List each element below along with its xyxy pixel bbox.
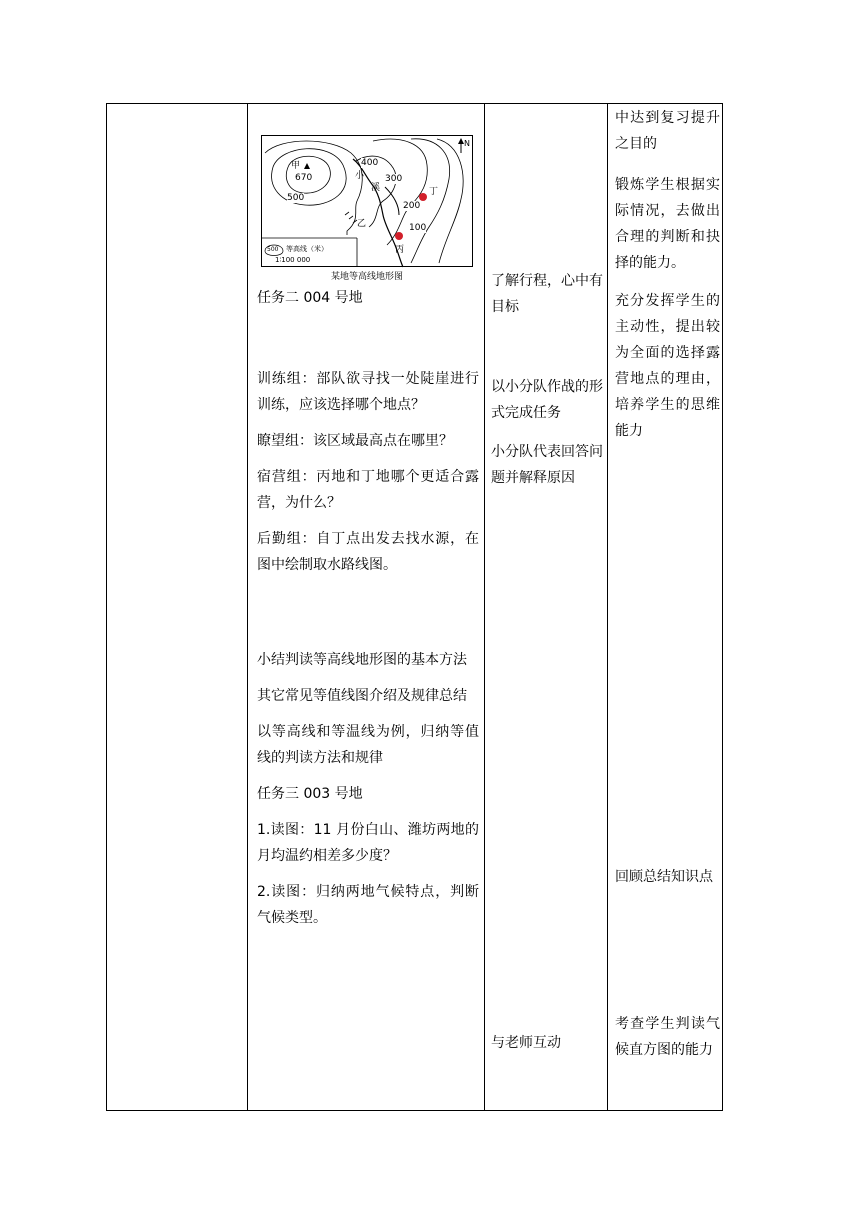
map-label-500: 500 <box>287 193 305 203</box>
student-activity-3: 小分队代表回答问题并解释原因 <box>491 444 603 486</box>
task3-title: 任务三 003 号地 <box>257 786 363 802</box>
intent-4: 回顾总结知识点 <box>615 869 713 885</box>
intent-1: 中达到复习提升之目的 <box>615 110 720 152</box>
intent-5: 考查学生判读气候直方图的能力 <box>615 1016 720 1058</box>
contour-outer <box>265 141 365 235</box>
question-2: 2.读图：归纳两地气候特点，判断气候类型。 <box>257 884 479 926</box>
map-label-yi: 乙 <box>357 219 367 229</box>
intent-3: 充分发挥学生的主动性，提出较为全面的选择露营地点的理由，培养学生的思维能力 <box>615 293 720 439</box>
map-label-stream-1: 小 <box>355 171 365 181</box>
map-label-200: 200 <box>403 201 421 211</box>
task2-title: 任务二 004 号地 <box>257 290 363 306</box>
peak-triangle <box>304 163 310 169</box>
summary-text: 小结判读等高线地形图的基本方法 <box>257 652 467 668</box>
map-scale: 1∶100 000 <box>275 256 311 264</box>
map-caption: 某地等高线地形图 <box>330 272 403 282</box>
stream-branch <box>385 187 399 215</box>
map-label-100: 100 <box>409 223 427 233</box>
student-activity-4: 与老师互动 <box>491 1035 561 1051</box>
map-label-peak-name: 甲 <box>291 161 301 171</box>
column-divider <box>247 104 248 1110</box>
map-label-400: 400 <box>361 158 379 168</box>
intent-2: 锻炼学生根据实际情况，去做出合理的判断和抉择的能力。 <box>615 177 720 271</box>
map-label-peak-height: 670 <box>295 173 313 183</box>
content-block-groups <box>257 366 479 588</box>
others-text: 其它常见等值线图介绍及规律总结 <box>257 688 467 704</box>
contour-100 <box>437 139 463 263</box>
column-divider <box>607 104 608 1110</box>
point-bing <box>395 232 403 240</box>
student-activity-2: 以小分队作战的形式完成任务 <box>491 379 603 421</box>
induce-text: 以等高线和等温线为例，归纳等值线的判读方法和规律 <box>257 724 479 766</box>
map-label-stream-2: 溪 <box>371 183 381 193</box>
lookout-group-question: 瞭望组：该区域最高点在哪里？ <box>257 433 453 449</box>
train-group-question: 训练组：部队欲寻找一处陡崖进行训练，应该选择哪个地点？ <box>257 371 479 413</box>
camp-group-question: 宿营组：丙地和丁地哪个更适合露营，为什么？ <box>257 469 479 511</box>
map-label-300: 300 <box>385 174 403 184</box>
legend-value: 500 <box>267 246 279 253</box>
point-ding <box>419 193 427 201</box>
map-label-north: N <box>464 139 470 148</box>
legend-text: 等高线（米） <box>286 245 328 253</box>
student-activity-1: 了解行程，心中有目标 <box>491 273 603 315</box>
contour-map-figure <box>261 135 473 285</box>
map-label-ding: 丁 <box>429 187 439 197</box>
question-1: 1.读图：11 月份白山、潍坊两地的月均温约相差多少度？ <box>257 822 479 864</box>
lesson-plan-table <box>106 103 723 1111</box>
logistics-group-question: 后勤组：自丁点出发去找水源，在图中绘制取水路线图。 <box>257 531 479 573</box>
content-block-summary <box>257 647 479 941</box>
map-label-bing: 丙 <box>395 245 405 255</box>
column-divider <box>484 104 485 1110</box>
